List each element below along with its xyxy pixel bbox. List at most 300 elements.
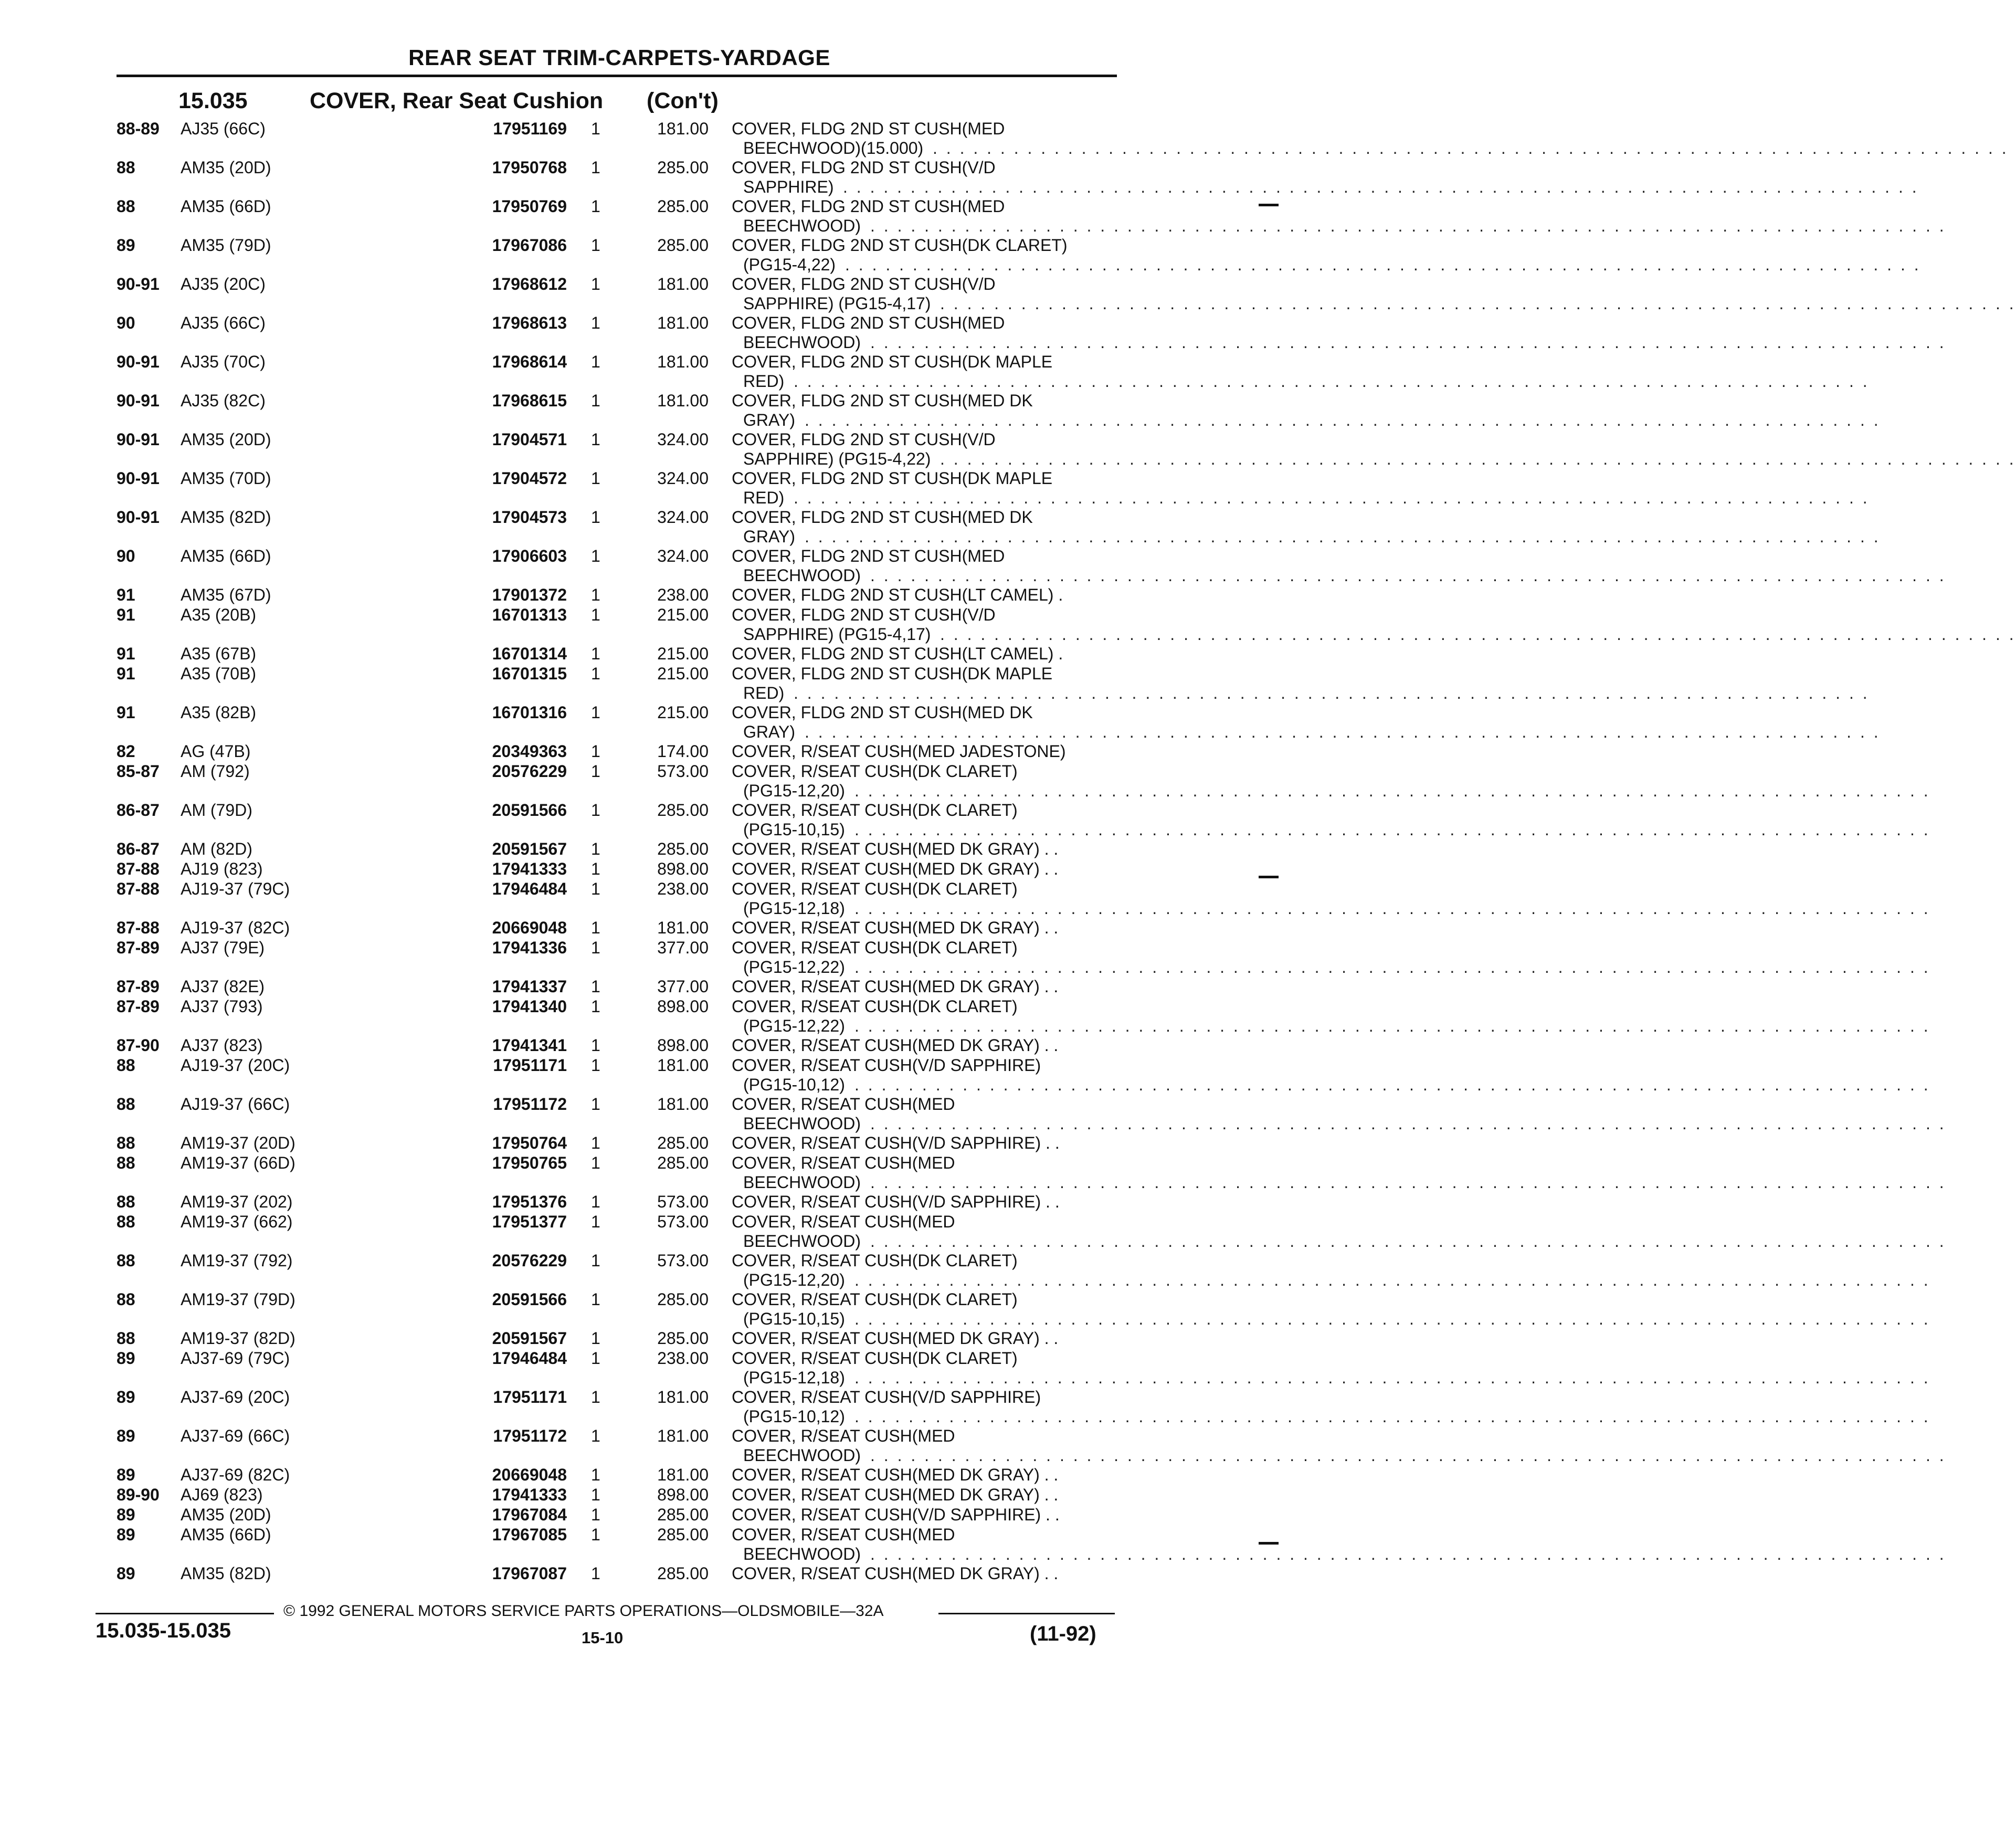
parts-row	[0, 879, 1930, 918]
leader-dots: . . . . . . . . . . . . . . . . . . . . . . . . . . . . . . . . . . . . . . . . . . . . . . . . . . . . . . . . . . . . . . . . . . . . . . . . . . . . . . . .	[933, 139, 2009, 158]
model-year: 88	[117, 1290, 135, 1309]
parts-row	[0, 1328, 1327, 1348]
model-code: AM19-37 (202)	[181, 1192, 293, 1211]
revision-date: (11-92)	[1030, 1622, 1096, 1645]
price: 174.00	[657, 742, 709, 761]
parts-row-continuation	[0, 820, 1930, 839]
quantity: 1	[591, 1290, 600, 1309]
model-code: AM35 (79D)	[181, 236, 271, 255]
parts-row	[0, 313, 1946, 352]
leader-dots: . . . . . . . . . . . . . . . . . . . . . . . . . . . . . . . . . . . . . . . . . . . . . . . . . . . . . . . . . . . . . . . . . . . . . . . . . . . . . . . .	[870, 216, 1946, 235]
model-code: AG (47B)	[181, 742, 251, 761]
parts-row-line	[0, 1328, 1327, 1348]
parts-row	[0, 1485, 1327, 1504]
parts-row-continuation	[0, 1544, 1946, 1563]
description: COVER, FLDG 2ND ST CUSH(MED	[732, 313, 1005, 332]
description-continuation: RED)	[743, 372, 785, 391]
description: COVER, R/SEAT CUSH(MED DK GRAY) . .	[732, 1465, 1059, 1484]
parts-row-continuation	[0, 722, 1881, 741]
description: COVER, R/SEAT CUSH(MED	[732, 1525, 955, 1544]
part-number: 17941333	[492, 859, 567, 878]
price: 285.00	[657, 236, 709, 255]
parts-row-continuation	[0, 410, 1881, 429]
quantity: 1	[591, 508, 600, 527]
quantity: 1	[591, 469, 600, 488]
model-code: AJ69 (823)	[181, 1485, 263, 1504]
part-number: 16701315	[492, 664, 567, 683]
price: 215.00	[657, 644, 709, 663]
parts-row-continuation	[0, 216, 1946, 235]
price: 181.00	[657, 119, 709, 138]
parts-row-line	[0, 1563, 1327, 1583]
description-continuation: (PG15-10,12)	[743, 1075, 845, 1094]
price: 215.00	[657, 664, 709, 683]
quantity: 1	[591, 879, 600, 898]
description: COVER, FLDG 2ND ST CUSH(MED	[732, 197, 1005, 216]
model-code: AM35 (82D)	[181, 1564, 271, 1583]
parts-row-line	[0, 352, 1327, 371]
model-code: AM35 (70D)	[181, 469, 271, 488]
leader-dots: . . . . . . . . . . . . . . . . . . . . . . . . . . . . . . . . . . . . . . . . . . . . . . . . . . . . . . . . . . . . . . . . . . . . . . . . . . . . . . . .	[854, 899, 1930, 918]
model-code: AM19-37 (662)	[181, 1212, 293, 1231]
description-continuation: GRAY)	[743, 527, 795, 546]
leader-dots: . . . . . . . . . . . . . . . . . . . . . . . . . . . . . . . . . . . . . . . . . . . . . . . . . . . . . . . . . . . . . . . . . . . . . . . . . . . . . . . .	[870, 566, 1946, 585]
leader-dots: . . . . . . . . . . . . . . . . . . . . . . . . . . . . . . . . . . . . . . . . . . . . . . . . . . . . . . . . . . . . . . . . . . . . . . . . . . . . . . . .	[854, 1075, 1930, 1094]
parts-row-continuation	[0, 957, 1930, 976]
part-number: 20591567	[492, 1329, 567, 1348]
parts-row-line	[0, 1212, 1327, 1231]
parts-row	[0, 1153, 1946, 1192]
price: 285.00	[657, 1329, 709, 1348]
description-continuation: (PG15-12,22)	[743, 958, 845, 976]
price: 898.00	[657, 1036, 709, 1055]
model-code: AJ37 (79E)	[181, 938, 265, 957]
parts-row-line	[0, 839, 1327, 858]
parts-row-continuation	[0, 565, 1946, 585]
footer-rule-left	[96, 1613, 274, 1614]
description: COVER, R/SEAT CUSH(MED	[732, 1426, 955, 1445]
model-code: AJ35 (66C)	[181, 119, 266, 138]
description: COVER, R/SEAT CUSH(DK CLARET)	[732, 762, 1018, 781]
description: COVER, FLDG 2ND ST CUSH(DK MAPLE	[732, 664, 1053, 683]
price: 285.00	[657, 839, 709, 858]
price: 377.00	[657, 977, 709, 996]
parts-row-continuation	[0, 1368, 1930, 1387]
model-code: AM35 (20D)	[181, 430, 271, 449]
leader-dots: . . . . . . . . . . . . . . . . . . . . . . . . . . . . . . . . . . . . . . . . . . . . . . . . . . . . . . . . . . . . . . . . . . . . . . . . . . . . . . . .	[854, 1407, 1930, 1426]
part-number: 17967084	[492, 1505, 567, 1524]
quantity: 1	[591, 430, 600, 449]
model-year: 86-87	[117, 839, 160, 858]
quantity: 1	[591, 158, 600, 177]
quantity: 1	[591, 644, 600, 663]
page-title: REAR SEAT TRIM-CARPETS-YARDAGE	[408, 45, 830, 70]
parts-row	[0, 938, 1930, 976]
price: 181.00	[657, 313, 709, 332]
leader-dots: . . . . . . . . . . . . . . . . . . . . . . . . . . . . . . . . . . . . . . . . . . . . . . . . . . . . . . . . . . . . . . . . . . . . . . . . . . . . . . . .	[870, 1114, 1946, 1133]
model-year: 89	[117, 1349, 135, 1368]
description: COVER, FLDG 2ND ST CUSH(V/D	[732, 430, 996, 449]
description: COVER, R/SEAT CUSH(V/D SAPPHIRE)	[732, 1056, 1041, 1075]
description-continuation: BEECHWOOD)(15.000)	[743, 139, 924, 158]
price: 215.00	[657, 703, 709, 722]
quantity: 1	[591, 547, 600, 565]
price: 573.00	[657, 1212, 709, 1231]
part-number: 17950769	[492, 197, 567, 216]
parts-row-line	[0, 1251, 1327, 1270]
copyright-notice: © 1992 GENERAL MOTORS SERVICE PARTS OPERATIONS—OLDSMOBILE—32A	[283, 1602, 884, 1620]
parts-row-line	[0, 644, 1327, 663]
model-code: AM35 (66D)	[181, 1525, 271, 1544]
quantity: 1	[591, 585, 600, 604]
price: 285.00	[657, 1153, 709, 1172]
model-code: AM19-37 (792)	[181, 1251, 293, 1270]
model-year: 91	[117, 664, 135, 683]
quantity: 1	[591, 1564, 600, 1583]
parts-row-continuation	[0, 624, 2016, 644]
description: COVER, R/SEAT CUSH(MED	[732, 1095, 955, 1114]
quantity: 1	[591, 1251, 600, 1270]
price: 181.00	[657, 1426, 709, 1445]
quantity: 1	[591, 703, 600, 722]
description: COVER, R/SEAT CUSH(MED DK GRAY) . .	[732, 1036, 1059, 1055]
model-year: 87-88	[117, 879, 160, 898]
description: COVER, FLDG 2ND ST CUSH(V/D	[732, 158, 996, 177]
model-year: 87-89	[117, 938, 160, 957]
price: 215.00	[657, 605, 709, 624]
parts-row	[0, 644, 1327, 663]
description: COVER, R/SEAT CUSH(DK CLARET)	[732, 1290, 1018, 1309]
parts-row-line	[0, 585, 1327, 604]
leader-dots: . . . . . . . . . . . . . . . . . . . . . . . . . . . . . . . . . . . . . . . . . . . . . . . . . . . . . . . . . . . . . . . . . . . . . . . . . . . . . . . .	[854, 820, 1930, 839]
price: 573.00	[657, 1251, 709, 1270]
leader-dots: . . . . . . . . . . . . . . . . . . . . . . . . . . . . . . . . . . . . . . . . . . . . . . . . . . . . . . . . . . . . . . . . . . . . . . . . . . . . . . . .	[854, 1016, 1930, 1035]
part-number: 17951377	[492, 1212, 567, 1231]
leader-dots: . . . . . . . . . . . . . . . . . . . . . . . . . . . . . . . . . . . . . . . . . . . . . . . . . . . . . . . . . . . . . . . . . . . . . . . . . . . . . . . .	[805, 722, 1881, 741]
part-number: 20591567	[492, 839, 567, 858]
part-number: 17968614	[492, 352, 567, 371]
description: COVER, FLDG 2ND ST CUSH(LT CAMEL) .	[732, 644, 1063, 663]
model-code: AM19-37 (20D)	[181, 1133, 295, 1152]
part-number: 17967086	[492, 236, 567, 255]
quantity: 1	[591, 1095, 600, 1114]
part-number: 17951169	[493, 119, 567, 138]
quantity: 1	[591, 801, 600, 820]
part-number: 17904571	[492, 430, 567, 449]
description: COVER, R/SEAT CUSH(DK CLARET)	[732, 879, 1018, 898]
parts-row-line	[0, 468, 1327, 488]
parts-row-line	[0, 1465, 1327, 1484]
leader-dots: . . . . . . . . . . . . . . . . . . . . . . . . . . . . . . . . . . . . . . . . . . . . . . . . . . . . . . . . . . . . . . . . . . . . . . . . . . . . . . . .	[940, 449, 2016, 468]
parts-row-line	[0, 1505, 1327, 1524]
price: 898.00	[657, 1485, 709, 1504]
description-continuation: BEECHWOOD)	[743, 333, 861, 352]
model-code: AJ37-69 (79C)	[181, 1349, 290, 1368]
description-continuation: BEECHWOOD)	[743, 566, 861, 585]
model-year: 88	[117, 1192, 135, 1211]
part-number: 17941336	[492, 938, 567, 957]
model-code: AM35 (66D)	[181, 547, 271, 565]
model-code: AJ37 (793)	[181, 997, 263, 1016]
footer-rule-right	[938, 1613, 1115, 1614]
section-range: 15.035-15.035	[96, 1619, 231, 1642]
leader-dots: . . . . . . . . . . . . . . . . . . . . . . . . . . . . . . . . . . . . . . . . . . . . . . . . . . . . . . . . . . . . . . . . . . . . . . . . . . . . . . . .	[854, 1309, 1930, 1328]
description: COVER, R/SEAT CUSH(V/D SAPPHIRE) . .	[732, 1192, 1060, 1211]
description-continuation: RED)	[743, 684, 785, 702]
leader-dots: . . . . . . . . . . . . . . . . . . . . . . . . . . . . . . . . . . . . . . . . . . . . . . . . . . . . . . . . . . . . . . . . . . . . . . . . . . . . . . . .	[870, 1545, 1946, 1563]
model-year: 87-90	[117, 1036, 160, 1055]
model-code: AM (79D)	[181, 801, 252, 820]
quantity: 1	[591, 1153, 600, 1172]
description-continuation: (PG15-12,18)	[743, 1368, 845, 1387]
parts-row	[0, 585, 1327, 604]
quantity: 1	[591, 197, 600, 216]
quantity: 1	[591, 1192, 600, 1211]
model-code: AJ35 (20C)	[181, 275, 266, 293]
model-code: AM35 (20D)	[181, 1505, 271, 1524]
model-year: 87-88	[117, 918, 160, 937]
model-year: 89	[117, 236, 135, 255]
parts-row	[0, 1133, 1327, 1152]
model-year: 85-87	[117, 762, 160, 781]
description-continuation: (PG15-12,22)	[743, 1016, 845, 1035]
parts-row-line	[0, 605, 1327, 624]
parts-row	[0, 761, 1930, 800]
parts-row	[0, 274, 2016, 313]
model-year: 87-89	[117, 997, 160, 1016]
model-year: 87-89	[117, 977, 160, 996]
parts-row-line	[0, 702, 1327, 722]
parts-row-line	[0, 274, 1327, 293]
price: 285.00	[657, 1133, 709, 1152]
model-year: 89	[117, 1388, 135, 1406]
price: 285.00	[657, 1564, 709, 1583]
description-continuation: SAPPHIRE)	[743, 177, 834, 196]
model-year: 90-91	[117, 352, 160, 371]
description: COVER, FLDG 2ND ST CUSH(LT CAMEL) .	[732, 585, 1063, 604]
model-year: 91	[117, 644, 135, 663]
parts-row-continuation	[0, 449, 2016, 468]
price: 238.00	[657, 879, 709, 898]
model-code: AJ37-69 (66C)	[181, 1426, 290, 1445]
model-year: 86-87	[117, 801, 160, 820]
parts-row-continuation	[0, 1270, 1930, 1289]
quantity: 1	[591, 977, 600, 996]
parts-row-line	[0, 741, 1327, 761]
parts-row	[0, 702, 1881, 741]
parts-row	[0, 976, 1327, 996]
parts-row	[0, 1505, 1327, 1524]
parts-row	[0, 468, 1870, 507]
parts-row-line	[0, 918, 1327, 937]
parts-row-line	[0, 1133, 1327, 1152]
quantity: 1	[591, 1485, 600, 1504]
part-number: 17941337	[492, 977, 567, 996]
model-code: AJ19 (823)	[181, 859, 263, 878]
price: 898.00	[657, 997, 709, 1016]
price: 324.00	[657, 430, 709, 449]
parts-row	[0, 196, 1946, 235]
leader-dots: . . . . . . . . . . . . . . . . . . . . . . . . . . . . . . . . . . . . . . . . . . . . . . . . . . . . . . . . . . . . . . . . . . . . . . . . . . . . . . . .	[870, 1446, 1946, 1465]
parts-row-line	[0, 664, 1327, 683]
description-continuation: SAPPHIRE) (PG15-4,17)	[743, 294, 931, 313]
quantity: 1	[591, 1525, 600, 1544]
parts-row	[0, 158, 1919, 196]
parts-row-line	[0, 976, 1327, 996]
parts-row	[0, 605, 2016, 644]
price: 181.00	[657, 1095, 709, 1114]
part-number: 17901372	[492, 585, 567, 604]
parts-row-continuation	[0, 1172, 1946, 1192]
parts-row-line	[0, 1035, 1327, 1055]
part-number: 17946484	[492, 1349, 567, 1368]
price: 324.00	[657, 469, 709, 488]
leader-dots: . . . . . . . . . . . . . . . . . . . . . . . . . . . . . . . . . . . . . . . . . . . . . . . . . . . . . . . . . . . . . . . . . . . . . . . . . . . . . . . .	[843, 177, 1919, 196]
parts-row-line	[0, 1348, 1327, 1368]
parts-row	[0, 1289, 1930, 1328]
parts-row-line	[0, 938, 1327, 957]
model-year: 91	[117, 605, 135, 624]
quantity: 1	[591, 918, 600, 937]
description: COVER, R/SEAT CUSH(V/D SAPPHIRE) . .	[732, 1133, 1060, 1152]
description: COVER, R/SEAT CUSH(MED	[732, 1212, 955, 1231]
model-year: 90	[117, 547, 135, 565]
parts-row-line	[0, 1289, 1327, 1309]
price: 181.00	[657, 1056, 709, 1075]
parts-row-continuation	[0, 898, 1930, 918]
quantity: 1	[591, 1505, 600, 1524]
parts-row	[0, 741, 1327, 761]
model-year: 91	[117, 585, 135, 604]
parts-row	[0, 1387, 1930, 1426]
part-number: 20349363	[492, 742, 567, 761]
description-continuation: (PG15-10,12)	[743, 1407, 845, 1426]
description-continuation: SAPPHIRE) (PG15-4,17)	[743, 625, 931, 644]
quantity: 1	[591, 1056, 600, 1075]
part-number: 17951171	[493, 1388, 567, 1406]
description: COVER, R/SEAT CUSH(MED	[732, 1153, 955, 1172]
model-year: 87-88	[117, 859, 160, 878]
parts-row-continuation	[0, 488, 1870, 507]
price: 181.00	[657, 391, 709, 410]
parts-row-continuation	[0, 683, 1870, 702]
part-number: 17941341	[492, 1036, 567, 1055]
model-year: 91	[117, 703, 135, 722]
model-year: 88	[117, 197, 135, 216]
description-continuation: SAPPHIRE) (PG15-4,22)	[743, 449, 931, 468]
model-code: AM35 (66D)	[181, 197, 271, 216]
parts-row	[0, 859, 1327, 878]
parts-row-line	[0, 859, 1327, 878]
title-rule	[117, 75, 1117, 77]
leader-dots: . . . . . . . . . . . . . . . . . . . . . . . . . . . . . . . . . . . . . . . . . . . . . . . . . . . . . . . . . . . . . . . . . . . . . . . . . . . . . . . .	[870, 333, 1946, 352]
description: COVER, R/SEAT CUSH(DK CLARET)	[732, 997, 1018, 1016]
parts-row	[0, 235, 1921, 274]
price: 285.00	[657, 197, 709, 216]
description: COVER, FLDG 2ND ST CUSH(MED DK	[732, 391, 1033, 410]
part-number: 20591566	[492, 801, 567, 820]
parts-row-line	[0, 1192, 1327, 1211]
description-continuation: (PG15-4,22)	[743, 255, 836, 274]
model-year: 88	[117, 1251, 135, 1270]
part-number: 20669048	[492, 918, 567, 937]
parts-row-continuation	[0, 1016, 1930, 1035]
description-continuation: (PG15-10,15)	[743, 1309, 845, 1328]
quantity: 1	[591, 839, 600, 858]
parts-row-continuation	[0, 1406, 1930, 1426]
parts-row-line	[0, 1387, 1327, 1406]
model-year: 88	[117, 1329, 135, 1348]
model-year: 89	[117, 1564, 135, 1583]
section-title: COVER, Rear Seat Cushion	[310, 88, 604, 113]
description: COVER, R/SEAT CUSH(MED DK GRAY) . .	[732, 1329, 1059, 1348]
model-year: 89	[117, 1525, 135, 1544]
part-number: 17950768	[492, 158, 567, 177]
parts-row	[0, 1035, 1327, 1055]
price: 181.00	[657, 352, 709, 371]
model-year: 88	[117, 1056, 135, 1075]
price: 898.00	[657, 859, 709, 878]
description: COVER, R/SEAT CUSH(MED DK GRAY) . .	[732, 1485, 1059, 1504]
description: COVER, R/SEAT CUSH(V/D SAPPHIRE)	[732, 1388, 1041, 1406]
description: COVER, FLDG 2ND ST CUSH(MED	[732, 119, 1005, 138]
continued-label: (Con't)	[647, 88, 719, 113]
model-year: 88	[117, 1133, 135, 1152]
model-year: 90-91	[117, 275, 160, 293]
description-continuation: BEECHWOOD)	[743, 1232, 861, 1251]
quantity: 1	[591, 313, 600, 332]
model-code: AM (82D)	[181, 839, 252, 858]
leader-dots: . . . . . . . . . . . . . . . . . . . . . . . . . . . . . . . . . . . . . . . . . . . . . . . . . . . . . . . . . . . . . . . . . . . . . . . . . . . . . . . .	[940, 625, 2016, 644]
quantity: 1	[591, 997, 600, 1016]
description: COVER, R/SEAT CUSH(DK CLARET)	[732, 1251, 1018, 1270]
margin-tick	[1259, 204, 1279, 206]
parts-row	[0, 1094, 1946, 1133]
model-code: AJ37-69 (20C)	[181, 1388, 290, 1406]
model-code: AJ35 (66C)	[181, 313, 266, 332]
model-year: 89	[117, 1426, 135, 1445]
description-continuation: GRAY)	[743, 411, 795, 429]
price: 238.00	[657, 1349, 709, 1368]
model-code: A35 (67B)	[181, 644, 257, 663]
parts-row	[0, 1465, 1327, 1484]
quantity: 1	[591, 1329, 600, 1348]
model-year: 90-91	[117, 469, 160, 488]
quantity: 1	[591, 391, 600, 410]
margin-tick	[1259, 1542, 1279, 1545]
parts-row-line	[0, 391, 1327, 410]
model-year: 90	[117, 313, 135, 332]
parts-row-line	[0, 1426, 1327, 1445]
model-code: A35 (70B)	[181, 664, 257, 683]
parts-row-continuation	[0, 138, 2009, 158]
description: COVER, FLDG 2ND ST CUSH(MED DK	[732, 703, 1033, 722]
model-code: A35 (82B)	[181, 703, 257, 722]
price: 377.00	[657, 938, 709, 957]
parts-row-line	[0, 429, 1327, 449]
price: 285.00	[657, 801, 709, 820]
model-year: 88	[117, 158, 135, 177]
model-year: 88	[117, 1212, 135, 1231]
model-code: AJ35 (70C)	[181, 352, 266, 371]
price: 324.00	[657, 547, 709, 565]
description: COVER, R/SEAT CUSH(DK CLARET)	[732, 1349, 1018, 1368]
model-year: 90-91	[117, 391, 160, 410]
quantity: 1	[591, 664, 600, 683]
parts-row	[0, 429, 2016, 468]
parts-row-line	[0, 196, 1327, 216]
parts-row-line	[0, 1094, 1327, 1114]
